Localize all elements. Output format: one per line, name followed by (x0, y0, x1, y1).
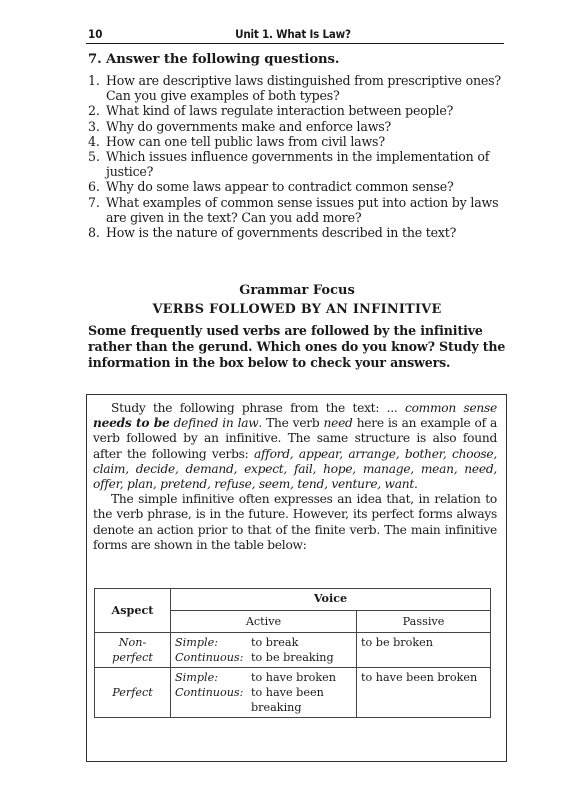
info-box-text (93, 401, 497, 553)
active-header: Active (171, 611, 357, 633)
question-text: How are descriptive laws distinguished from prescriptive ones? Can you give examples of both types? (106, 73, 501, 104)
quoted-phrase-bold: needs to be (93, 416, 170, 431)
section-title: VERBS FOLLOWED BY AN INFINITIVE (152, 302, 442, 317)
question-number: 3. (88, 118, 100, 134)
text-run: . The verb (258, 416, 324, 431)
info-paragraph: The simple infinitive often expresses an idea that, in relation to the verb phrase, is in the future. However, its perfect forms always denote an action prior to that of the finite verb. The main infinitive forms are shown in the table below: (93, 492, 497, 552)
question-list (88, 73, 506, 240)
quoted-phrase: common sense (405, 401, 497, 415)
question-text: Which issues influence governments in the implementation of justice? (106, 149, 490, 180)
passive-cell: to be broken (357, 633, 491, 668)
aspect-cell: Non-perfect (95, 633, 171, 668)
info-paragraph (93, 401, 497, 492)
question-item (88, 149, 506, 179)
question-text: What kind of laws regulate interaction between people? (106, 103, 454, 119)
example-verb: need (323, 416, 353, 431)
question-number: 4. (88, 133, 100, 149)
page-number: 10 (88, 27, 103, 41)
aspect-header: Aspect (95, 589, 171, 633)
form-label: Simple: (175, 636, 218, 649)
header-rule (86, 43, 504, 44)
question-item (88, 103, 506, 118)
question-item (88, 195, 506, 225)
verb-list: afford, appear, arrange, bother, choose, claim, decide, demand, expect, fail, hope, manage, mean, need, offer, plan, pretend, refuse, seem, tend, venture, want. (93, 446, 497, 492)
question-item (88, 73, 506, 103)
question-text: How is the nature of governments described in the text? (106, 225, 457, 241)
question-text: How can one tell public laws from civil laws? (106, 133, 385, 149)
voice-header: Voice (171, 589, 491, 611)
question-item (88, 119, 506, 134)
active-cell (171, 668, 357, 718)
form-label: Continuous: (175, 651, 244, 664)
page-header (88, 27, 498, 43)
question-item (88, 134, 506, 149)
aspect-cell: Perfect (95, 668, 171, 718)
infinitive-forms-table (94, 588, 491, 718)
quoted-phrase: defined in law (169, 416, 259, 431)
section-label: Grammar Focus (239, 283, 355, 298)
active-cell (171, 633, 357, 668)
form-label: Simple: (175, 671, 218, 684)
exercise-title: 7. Answer the following questions. (88, 52, 340, 67)
question-item (88, 179, 506, 194)
table-row (95, 633, 491, 668)
form-value: to have broken (251, 671, 337, 684)
question-text: What examples of common sense issues put into action by laws are given in the text? Can you add more? (106, 194, 499, 225)
form-value: to have been breaking (251, 686, 324, 714)
question-number: 6. (88, 179, 100, 195)
question-number: 8. (88, 225, 100, 241)
text-run: here is an example of a verb followed by an infinitive. The same structure is also found after the following verbs: (93, 416, 497, 461)
passive-cell: to have been broken (357, 668, 491, 718)
unit-title: Unit 1. What Is Law? (235, 27, 351, 41)
question-text: Why do governments make and enforce laws? (106, 118, 392, 134)
text-run: Study the following phrase from the text: ... (111, 401, 406, 415)
table-row (95, 668, 491, 718)
form-value: to be breaking (251, 651, 334, 664)
form-value: to break (251, 636, 299, 649)
passive-header: Passive (357, 611, 491, 633)
question-item (88, 225, 506, 240)
question-number: 1. (88, 73, 100, 88)
question-number: 2. (88, 103, 100, 119)
question-text: Why do some laws appear to contradict common sense? (106, 179, 454, 195)
grammar-intro: Some frequently used verbs are followed by the infinitive rather than the gerund. Which ones do you know? Study the information in the box below to check your answers. (88, 323, 506, 370)
question-number: 7. (88, 194, 100, 210)
question-number: 5. (88, 149, 100, 165)
form-label: Continuous: (175, 686, 244, 699)
